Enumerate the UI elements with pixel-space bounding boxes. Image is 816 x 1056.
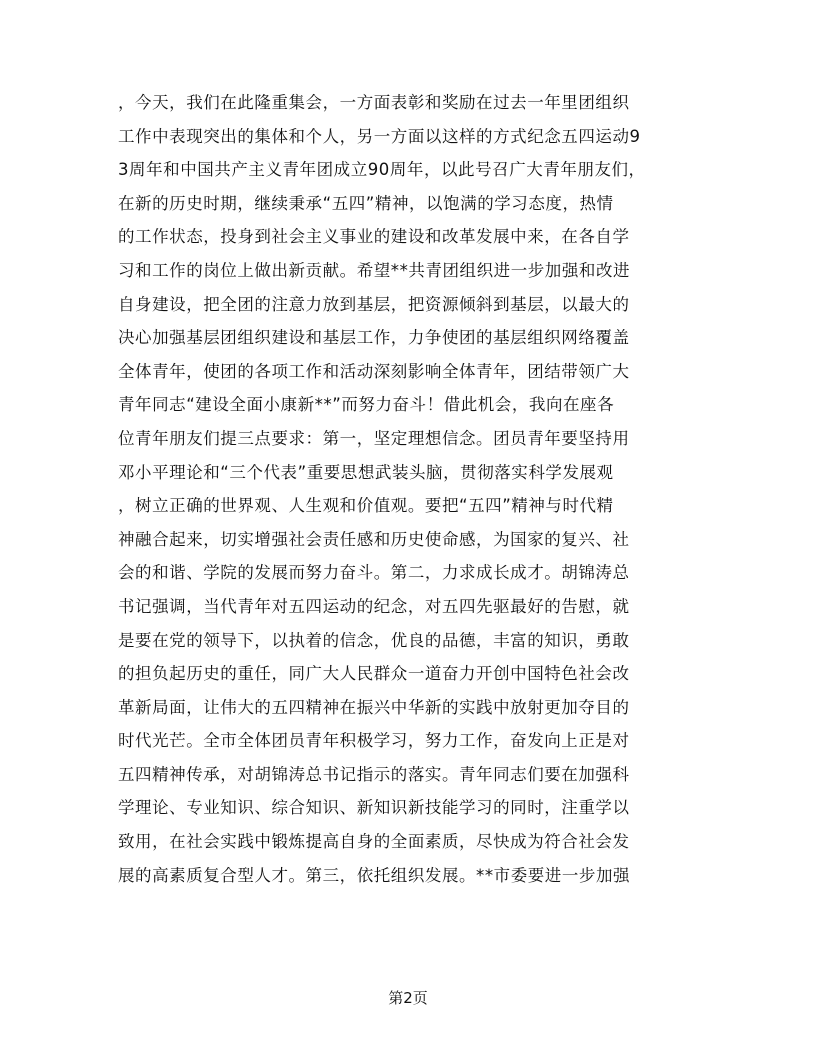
text-line: 的工作状态，投身到社会主义事业的建设和改革发展中来，在各自学 (118, 227, 630, 247)
text-line: 革新局面，让伟大的五四精神在振兴中华新的实践中放射更加夺目的 (118, 697, 630, 717)
text-line: 的担负起历史的重任，同广大人民群众一道奋力开创中国特色社会改 (118, 664, 630, 684)
text-line: 青年同志“建设全面小康新**”而努力奋斗！借此机会，我向在座各 (118, 395, 615, 415)
text-line: ，今天，我们在此隆重集会，一方面表彰和奖励在过去一年里团组织 (118, 93, 630, 112)
text-line: 位青年朋友们提三点要求：第一，坚定理想信念。团员青年要坚持用 (118, 428, 630, 448)
text-line: 展的高素质复合型人才。第三，依托组织发展。**市委要进一步加强 (118, 865, 631, 885)
text-line: 书记强调，当代青年对五四运动的纪念，对五四先驱最好的告慰，就 (118, 596, 630, 616)
text-line: 自身建设，把全团的注意力放到基层，把资源倾斜到基层，以最大的 (118, 294, 630, 314)
text-line: 神融合起来，切实增强社会责任感和历史使命感，为国家的复兴、社 (118, 529, 630, 549)
text-line: 全体青年，使团的各项工作和活动深刻影响全体青年，团结带领广大 (118, 361, 630, 381)
text-line: 决心加强基层团组织建设和基层工作，力争使团的基层组织网络覆盖 (118, 328, 630, 348)
text-line: 邓小平理论和“三个代表”重要思想武装头脑，贯彻落实科学发展观 (118, 462, 614, 482)
text-line: 时代光芒。全市全体团员青年积极学习，努力工作，奋发向上正是对 (118, 731, 630, 751)
text-line: 是要在党的领导下，以执着的信念，优良的品德，丰富的知识，勇敢 (118, 630, 630, 650)
page-number: 第2页 (388, 989, 428, 1007)
text-line: 在新的历史时期，继续秉承“五四”精神，以饱满的学习态度，热情 (118, 193, 614, 213)
text-line: 习和工作的岗位上做出新贡献。希望**共青团组织进一步加强和改进 (118, 260, 631, 280)
text-line: 工作中表现突出的集体和个人，另一方面以这样的方式纪念五四运动9 (118, 126, 641, 146)
text-line: 3周年和中国共产主义青年团成立90周年，以此号召广大青年朋友们， (118, 160, 646, 180)
body-text (118, 86, 694, 892)
text-line: 致用，在社会实践中锻炼提高自身的全面素质，尽快成为符合社会发 (118, 832, 630, 852)
text-line: ，树立正确的世界观、人生观和价值观。要把“五四”精神与时代精 (118, 496, 614, 516)
text-line: 五四精神传承，对胡锦涛总书记指示的落实。青年同志们要在加强科 (118, 764, 630, 784)
text-line: 会的和谐、学院的发展而努力奋斗。第二，力求成长成才。胡锦涛总 (118, 563, 630, 583)
text-line: 学理论、专业知识、综合知识、新知识新技能学习的同时，注重学以 (118, 798, 630, 818)
